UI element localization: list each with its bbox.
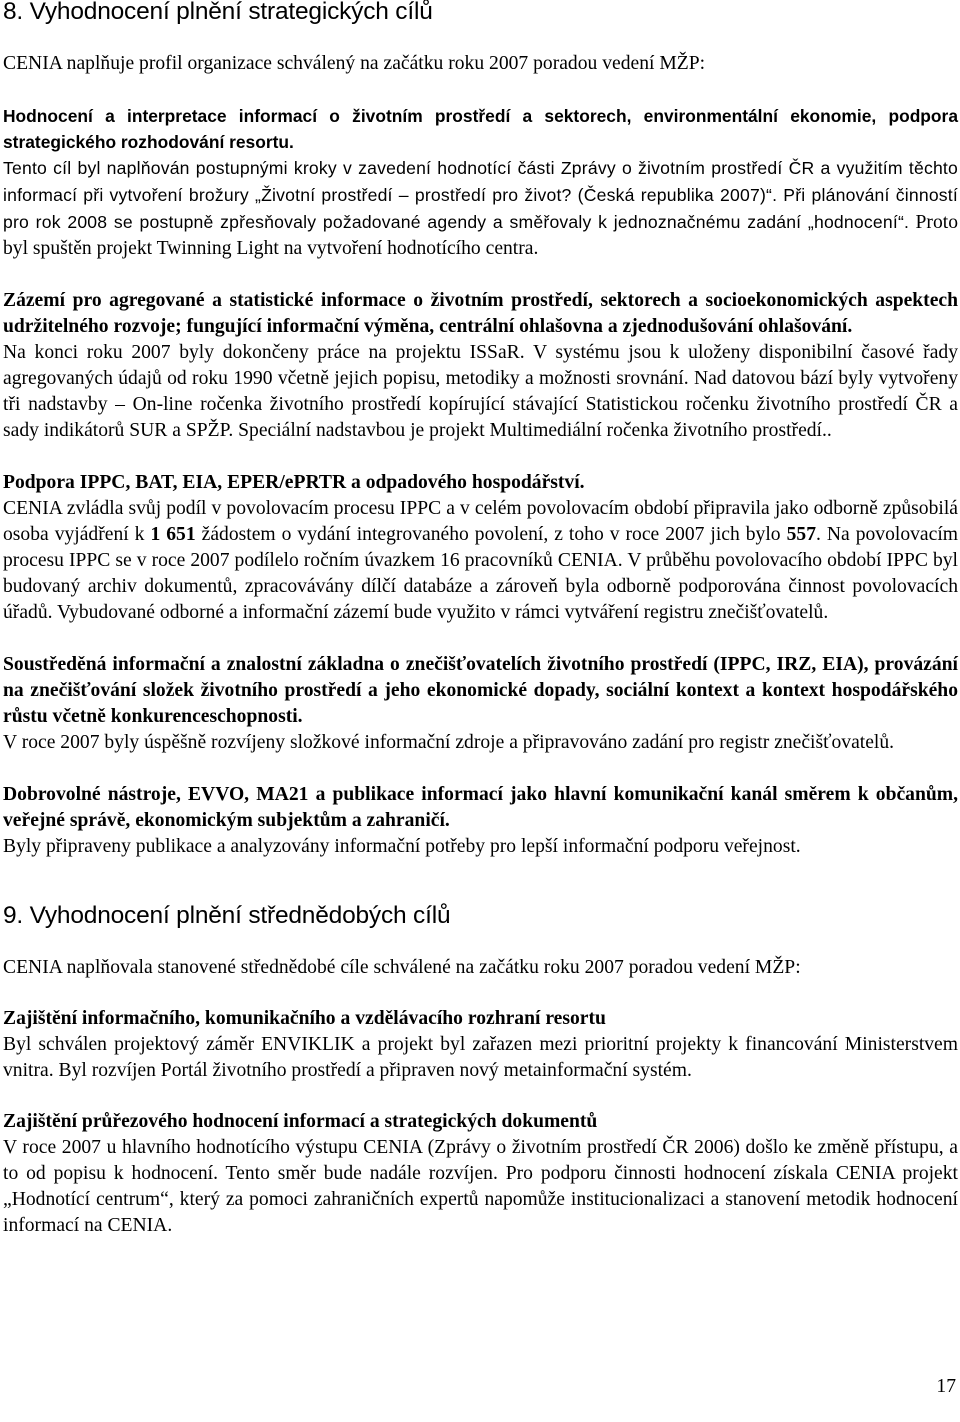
section-9-heading: 9. Vyhodnocení plnění střednědobých cílů xyxy=(3,902,451,929)
voluntary-tools-title: Dobrovolné nástroje, EVVO, MA21 a publikace informací jako hlavní komunikační kanál směrem k občanům, veřejné správě, ekonomickým subjektům a zahraničí. xyxy=(3,784,958,831)
cross-evaluation-block xyxy=(3,1109,958,1239)
communication-interface-body: Byl schválen projektový záměr ENVIKLIK a projekt byl zařazen mezi prioritní projekty k financování Ministerstvem vnitra. Byl rozvíjen Portál životního prostředí a připraven nový metainformační systém. xyxy=(3,1034,958,1081)
cross-evaluation-body: V roce 2007 u hlavního hodnotícího výstupu CENIA (Zprávy o životním prostředí ČR 2006) došlo ke změně přístupu, a to od popisu k hodnocení. Tento směr bude nadále rozvíjen. Pro podporu činnosti hodnocení získala CENIA projekt „Hodnotící centrum“, který za pomoci zahraničních expertů napomůže institucionalizaci a stanovení metodik hodnocení informací na CENIA. xyxy=(3,1137,958,1236)
section-8-intro: CENIA naplňuje profil organizace schválený na začátku roku 2007 poradou vedení MŽP: xyxy=(3,53,706,74)
goal-evaluation-title: Hodnocení a interpretace informací o životním prostředí a sektorech, environmentální ekonomie, podpora strategického rozhodování resortu. xyxy=(3,106,958,152)
ippc-count-2007: 557 xyxy=(786,524,816,545)
polluters-block xyxy=(3,652,958,756)
page-number: 17 xyxy=(936,1376,956,1397)
ippc-count-total: 1 651 xyxy=(150,524,196,545)
cross-evaluation-title: Zajištění průřezového hodnocení informací a strategických dokumentů xyxy=(3,1111,598,1132)
ippc-body-c: . Na povolovacím procesu IPPC se v roce 2007 podílelo ročním úvazkem 16 pracovníků CENIA. V průběhu povolovacího období IPPC byl budovaný archiv dokumentů, zpracovávány dílčí databáze a zároveň byla odborně podporována činnost povolovacích úřadů. Vybudované odborné a informační zázemí bude využito v rámci vytváření registru znečišťovatelů. xyxy=(3,524,959,623)
ippc-body-b: žádostem o vydání integrovaného povolení, z toho v roce 2007 jich bylo xyxy=(195,524,787,545)
statistics-block xyxy=(3,288,958,444)
statistics-title: Zázemí pro agregované a statistické informace o životním prostředí, sektorech a socioekonomických aspektech udržitelného rozvoje; fungující informační výměna, centrální ohlašovna a zjednodušování ohlašování. xyxy=(3,290,958,337)
communication-interface-block xyxy=(3,1006,958,1084)
communication-interface-title: Zajištění informačního, komunikačního a vzdělávacího rozhraní resortu xyxy=(3,1008,606,1029)
section-9-intro: CENIA naplňovala stanovené střednědobé cíle schválené na začátku roku 2007 poradou vedení MŽP: xyxy=(3,957,801,978)
ippc-body xyxy=(3,496,958,626)
statistics-body: Na konci roku 2007 byly dokončeny práce na projektu ISSaR. V systému jsou k uloženy disponibilní časové řady agregovaných údajů od roku 1990 včetně jejich popisu, metodiky a možnosti srovnání. Nad datovou bází byly vytvořeny tři nadstavby – On-line ročenka životního prostředí kopírující stávající Statistickou ročenku životního prostředí ČR a sady indikátorů SUR a SPŽP. Speciální nadstavbou je projekt Multimediální ročenka životního prostředí.. xyxy=(3,342,958,441)
goal-evaluation-body-sans: Tento cíl byl naplňován postupnými kroky v zavedení hodnotící části Zprávy o životním prostředí ČR a využitím těchto informací při vytvoření brožury „Životní prostředí – prostředí pro život? (Česká republika 2007)“. Při plánování činností pro rok 2008 se postupně zpřesňovaly požadované agendy a směřovaly k jednoznačnému zadání „hodnocení“. xyxy=(3,158,958,232)
polluters-body: V roce 2007 byly úspěšně rozvíjeny složkové informační zdroje a připravováno zadání pro registr znečišťovatelů. xyxy=(3,732,895,753)
section-8-heading: 8. Vyhodnocení plnění strategických cílů xyxy=(3,0,433,25)
voluntary-tools-block xyxy=(3,782,958,860)
goal-evaluation-body-serif: Proto byl spuštěn projekt Twinning Light na vytvoření hodnotícího centra. xyxy=(3,212,958,259)
goal-evaluation-block xyxy=(3,103,958,262)
voluntary-tools-body: Byly připraveny publikace a analyzovány informační potřeby pro lepší informační podporu veřejnost. xyxy=(3,836,801,857)
ippc-block xyxy=(3,470,958,626)
goal-evaluation-body xyxy=(3,155,958,262)
polluters-title: Soustředěná informační a znalostní základna o znečišťovatelích životního prostředí (IPPC, IRZ, EIA), provázání na znečišťování složek životního prostředí a jeho ekonomické dopady, sociální kontext a kontext hospodářského růstu včetně konkurenceschopnosti. xyxy=(3,654,958,727)
ippc-title: Podpora IPPC, BAT, EIA, EPER/ePRTR a odpadového hospodářství. xyxy=(3,472,585,493)
ippc-body-a: CENIA zvládla svůj podíl v povolovacím procesu IPPC a v celém povolovacím období připravila jako odborně způsobilá osoba vyjádření k xyxy=(3,498,958,545)
